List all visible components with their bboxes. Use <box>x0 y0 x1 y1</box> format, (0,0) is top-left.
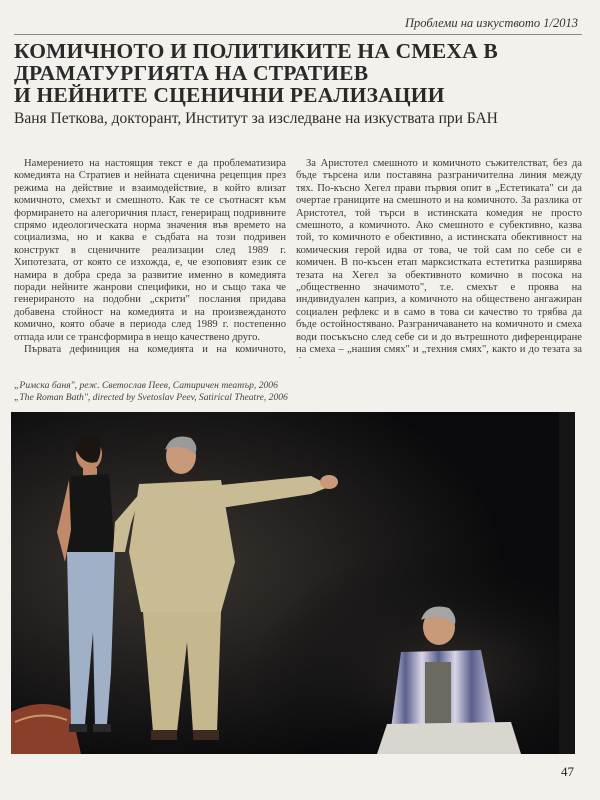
body-column-left <box>14 158 286 358</box>
body-paragraph: Намерението на настоящия текст е да проблематизира комедията на Стратиев и нейната сценична рецепция през режима на действие и взаимодействие, в който влизат комичното, смехът и смешното. Как те се съотнасят към формирането на алегоричния пласт, генериращ подривните спрямо идеологическата норма значения във времето на социализма, но и каква е съдбата на този подривен конструкт в сценичните реализации след 1989 г. Хипотезата, от която се изхожда, е, че езоповият език се намира в добра среда за развитие именно в комедията поради нейните жанрови специфики, но и също така че генерираното на подобни „скрити" послания придава добавена стойност на комедията и на произвежданото комично, която обаче в периода след 1989 г. постепенно отпада или се трансформира в нещо качествено друго. <box>14 158 286 343</box>
stage-photo <box>11 412 575 754</box>
title-line-2: ДРАМАТУРГИЯТА НА СТРАТИЕВ <box>14 61 369 85</box>
page-number: 47 <box>561 764 574 779</box>
journal-header: Проблеми на изкуството 1/2013 <box>405 16 578 30</box>
caption-english: „The Roman Bath", directed by Svetoslav Peev, Satirical Theatre, 2006 <box>14 391 288 403</box>
body-paragraph: За Аристотел смешното и комичното съжителстват, без да бъде търсена или поставяна разграничителна линия между тях. По-късно Хегел прави първия опит в „Естетиката" си да очертае границите на смешното и на комичното. За разлика от Аристотел, той търси в истинската комедия не просто смешното, а комичното. Ако смешното е субективно, казва той, то комичното е обективно, а истинската обективност на комическия герой идва от това, че той сам по себе си е комичен. В по-късен етап марксистката естетитка разширява тезата на Хегел за обективното комично в посока на „общественно значимото", т.е. смехът е проява на индивидуален каприз, а комичното на обществено ангажиран социален рефлекс и в само в това си качество то трябва да бъде остойностявано. Разграничаването на комичното и смеха води посъкъсно след себе си и до вътрешното диференциране на смеха – „нашия смях" и „техния смях", както и до тезата за <box>296 158 582 356</box>
title-line-3: И НЕЙНИТЕ СЦЕНИЧНИ РЕАЛИЗАЦИИ <box>14 83 445 107</box>
body-paragraph: Първата дефиниция на комедията и на комичното, <box>24 344 286 356</box>
header-divider <box>14 34 582 35</box>
photo-caption <box>14 380 582 403</box>
caption-bulgarian: „Римска баня", реж. Светослав Пеев, Сатиричен театър, 2006 <box>14 380 278 391</box>
title-line-1: КОМИЧНОТО И ПОЛИТИКИТЕ НА СМЕХА В <box>14 39 498 63</box>
article-title <box>14 40 582 106</box>
body-column-right <box>296 158 582 358</box>
article-author: Ваня Петкова, докторант, Институт за изследване на изкуствата при БАН <box>14 110 498 127</box>
